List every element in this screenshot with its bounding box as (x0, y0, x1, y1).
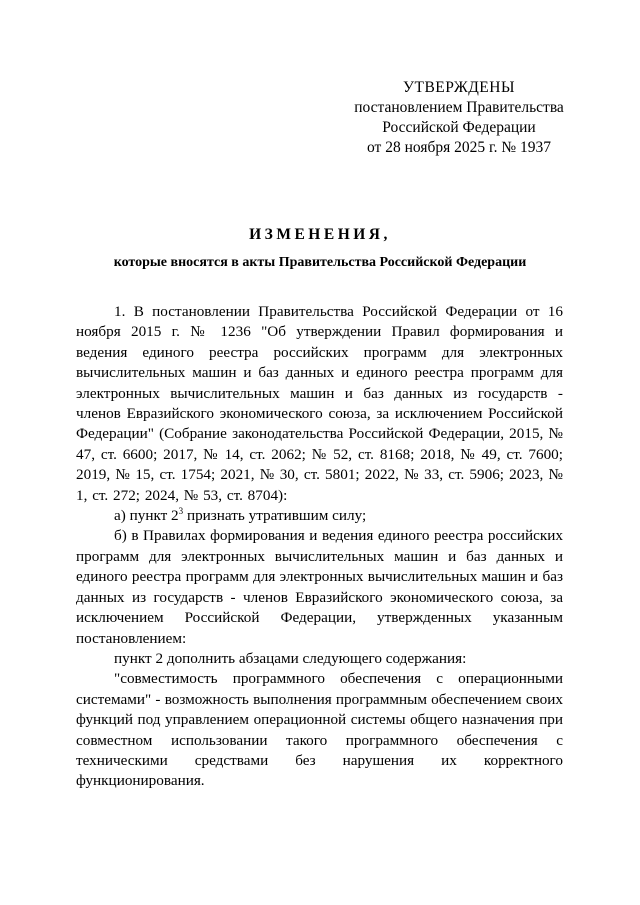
paragraph-1: 1. В постановлении Правительства Российской Федерации от 16 ноября 2015 г. № 1236 "Об утверждении Правил формирования и ведения единого реестра российских программ для электронных вычислительных машин и баз данных и единого реестра программ для электронных вычислительных машин и баз данных из государств - членов Евразийского экономического союза, за исключением Российской Федерации" (Собрание законодательства Российской Федерации, 2015, № 47, ст. 6600; 2017, № 14, ст. 2062; № 52, ст. 8168; 2018, № 49, ст. 7600; 2019, № 15, ст. 1754; 2021, № 30, ст. 5801; 2022, № 33, ст. 5906; 2023, № 1, ст. 272; 2024, № 53, ст. 8704): (76, 303, 563, 504)
paragraph-5: "совместимость программного обеспечения с операционными системами" - возможность выполнения программным обеспечением своих функций под управлением операционной системы общего назначения при совместном использовании такого программного обеспечения с техническими средствами без нарушения их корректного функционирования. (76, 670, 563, 790)
approval-block (330, 78, 588, 158)
document-title: ИЗМЕНЕНИЯ, (249, 226, 391, 243)
approval-line-1: постановлением Правительства (354, 99, 564, 116)
document-subtitle: которые вносятся в акты Правительства Российской Федерации (113, 255, 527, 270)
paragraph-2-text-after: признать утратившим силу; (183, 507, 367, 525)
approval-line-3: от 28 ноября 2025 г. № 1937 (367, 139, 551, 156)
paragraph-2-text-before: а) пункт 2 (114, 507, 179, 525)
paragraph-3: б) в Правилах формирования и ведения единого реестра российских программ для электронных вычислительных машин и баз данных и единого реестра программ для электронных вычислительных машин и баз данных из государств - членов Евразийского экономического союза, за исключением Российской Федерации, утвержденных указанным постановлением: (76, 527, 563, 647)
paragraph-4: пункт 2 дополнить абзацами следующего содержания: (114, 649, 467, 667)
approval-heading: УТВЕРЖДЕНЫ (403, 79, 515, 96)
paragraph-2-superscript: 3 (178, 506, 184, 516)
document-body (76, 302, 563, 792)
approval-line-2: Российской Федерации (382, 119, 536, 136)
paragraph-2 (76, 506, 563, 526)
